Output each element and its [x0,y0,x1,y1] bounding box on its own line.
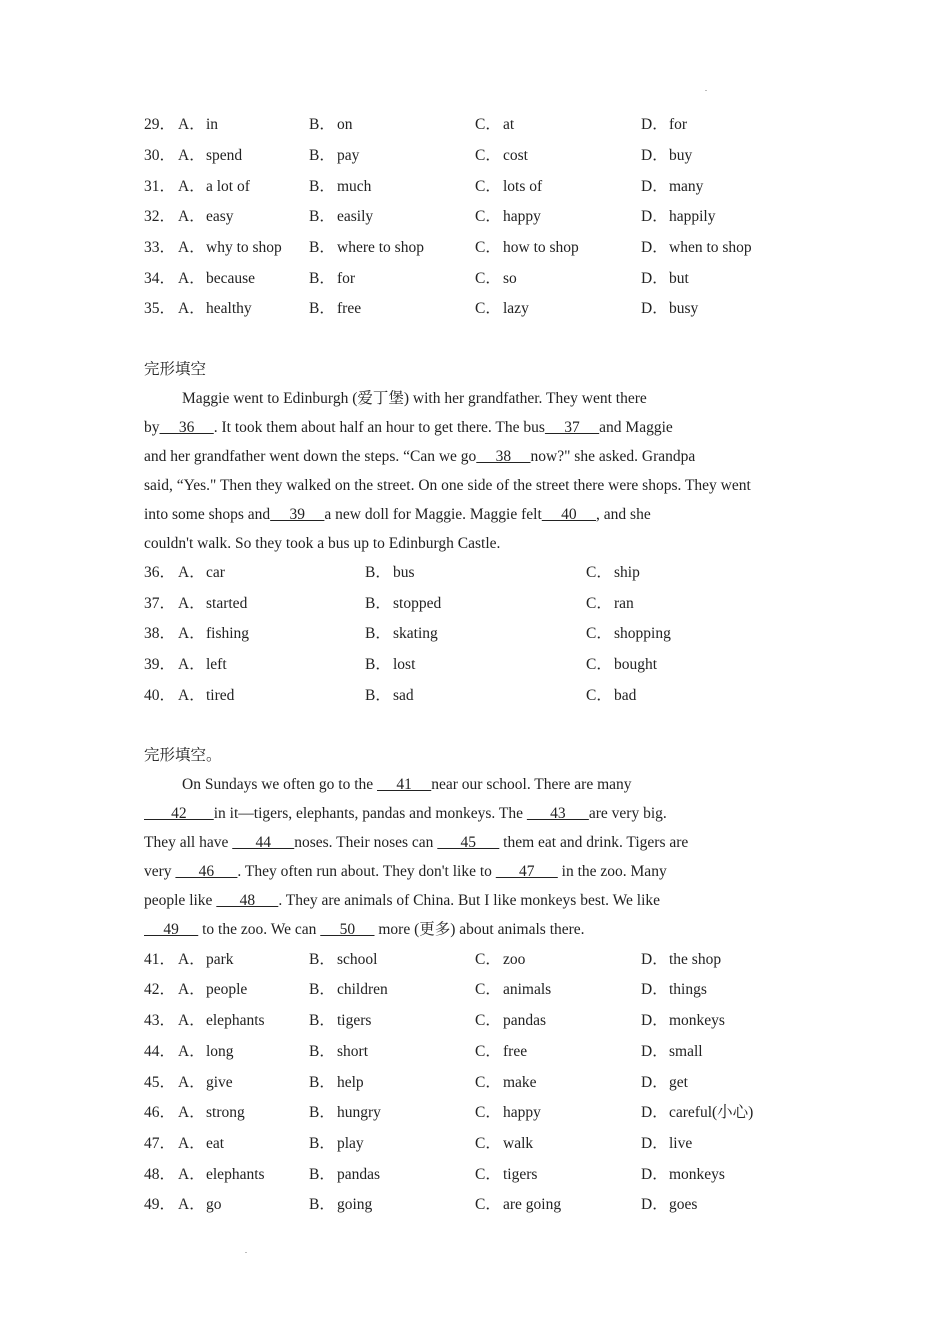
question-number: 47． [144,1135,176,1152]
blank-43: 43 [526,805,589,822]
option-b: B． lost [365,656,416,673]
option-a: A．fishing [178,625,250,642]
blank-42: 42 [144,805,214,822]
blank-47: 47 [495,863,558,880]
option-a: A．tired [178,687,235,704]
option-b: B． short [309,1043,368,1060]
option-c: C． make [475,1074,537,1091]
option-a: A．in [178,116,219,133]
question-number: 40． [144,687,176,704]
option-d: D．live [641,1135,693,1152]
option-d: D．goes [641,1196,698,1213]
option-c: C． free [475,1043,528,1060]
option-b: B． for [309,270,356,287]
option-a: A．a lot of [178,178,250,195]
question-number: 49． [144,1196,176,1213]
blank-37: 37 [544,419,600,436]
option-d: D．get [641,1074,688,1091]
option-b: B． children [309,981,388,998]
option-b: B． skating [365,625,438,642]
cloze-passage-2 [144,770,804,944]
question-number: 31． [144,178,176,195]
option-c: C． animals [475,981,552,998]
option-c: C． so [475,270,517,287]
passage-line: On Sundays we often go to the 41 near our school. There are many [182,776,632,793]
option-d: D．for [641,116,688,133]
option-c: C． lazy [475,300,529,317]
option-c: C． at [475,116,515,133]
passage-line: 49 to the zoo. We can 50 more (更多) about animals there. [144,921,585,938]
option-b: B． play [309,1135,364,1152]
passage-line: by 36 . It took them about half an hour to get there. The bus 37 and Maggie [144,419,673,436]
option-c: C． ship [586,564,640,581]
option-b: B． tigers [309,1012,372,1029]
option-b: B． pandas [309,1166,381,1183]
option-d: D．things [641,981,707,998]
question-number: 30． [144,147,176,164]
option-b: B． going [309,1196,373,1213]
option-d: D．but [641,270,689,287]
question-number: 41． [144,951,176,968]
question-number: 39． [144,656,176,673]
blank-50: 50 [320,921,375,938]
option-a: A．park [178,951,234,968]
question-number: 42． [144,981,176,998]
option-a: A．left [178,656,227,673]
option-b: B． help [309,1074,364,1091]
option-c: C． how to shop [475,239,579,256]
page-mark-top [705,90,707,91]
blank-40: 40 [541,506,597,523]
question-number: 48． [144,1166,176,1183]
option-d: D．monkeys [641,1166,725,1183]
question-number: 38． [144,625,176,642]
option-d: D．buy [641,147,693,164]
option-d: D．happily [641,208,716,225]
option-b: B． school [309,951,378,968]
section-heading: 完形填空。 [144,747,222,764]
question-number: 33． [144,239,176,256]
question-number: 34． [144,270,176,287]
option-a: A．healthy [178,300,252,317]
blank-44: 44 [232,834,295,851]
page-mark-bottom [245,1252,247,1253]
question-number: 32． [144,208,176,225]
passage-line: very 46 . They often run about. They don't like to 47 in the zoo. Many [144,863,667,880]
option-c: C． tigers [475,1166,538,1183]
option-a: A．go [178,1196,222,1213]
option-a: A．elephants [178,1012,265,1029]
option-d: D．many [641,178,704,195]
option-b: B． sad [365,687,414,704]
section-heading: 完形填空 [144,361,207,378]
passage-line: said, “Yes." Then they walked on the street. On one side of the street there were shops. They went [144,477,751,494]
blank-39: 39 [270,506,325,523]
blank-41: 41 [377,776,432,793]
option-b: B． easily [309,208,374,225]
option-d: D．careful(小心) [641,1104,754,1121]
question-number: 35． [144,300,176,317]
passage-line: and her grandfather went down the steps. “Can we go 38 now?" she asked. Grandpa [144,448,696,465]
option-c: C． pandas [475,1012,547,1029]
blank-49: 49 [144,921,199,938]
blank-48: 48 [216,892,279,909]
passage-line: 42 in it—tigers, elephants, pandas and monkeys. The 43 are very big. [144,805,667,822]
option-d: D．when to shop [641,239,752,256]
option-c: C． walk [475,1135,534,1152]
passage-line: couldn't walk. So they took a bus up to Edinburgh Castle. [144,535,501,552]
question-number: 46． [144,1104,176,1121]
passage-line: Maggie went to Edinburgh (爱丁堡) with her grandfather. They went there [182,390,647,407]
question-number: 45． [144,1074,176,1091]
option-a: A．why to shop [178,239,282,256]
option-a: A．spend [178,147,243,164]
option-a: A．people [178,981,248,998]
passage-line: into some shops and 39 a new doll for Maggie. Maggie felt 40 , and she [144,506,651,523]
blank-38: 38 [476,448,531,465]
option-d: D．the shop [641,951,722,968]
question-number: 37． [144,595,176,612]
question-number: 44． [144,1043,176,1060]
option-a: A．because [178,270,256,287]
option-b: B． much [309,178,372,195]
option-a: A．car [178,564,225,581]
option-a: A．give [178,1074,233,1091]
option-d: D．busy [641,300,699,317]
option-c: C． are going [475,1196,562,1213]
option-a: A．started [178,595,248,612]
cloze-passage-1 [144,384,804,558]
option-c: C． lots of [475,178,543,195]
option-b: B． bus [365,564,415,581]
question-number: 29． [144,116,176,133]
option-b: B． pay [309,147,360,164]
option-c: C． shopping [586,625,671,642]
option-a: A．elephants [178,1166,265,1183]
question-number: 43． [144,1012,176,1029]
option-b: B． free [309,300,362,317]
option-c: C． bought [586,656,658,673]
option-c: C． zoo [475,951,526,968]
option-c: C． cost [475,147,528,164]
question-number: 36． [144,564,176,581]
option-c: C． happy [475,208,541,225]
option-b: B． stopped [365,595,442,612]
option-a: A．strong [178,1104,245,1121]
passage-line: They all have 44 noses. Their noses can 45 them eat and drink. Tigers are [144,834,689,851]
option-a: A．easy [178,208,234,225]
option-c: C． bad [586,687,637,704]
option-d: D．monkeys [641,1012,725,1029]
passage-line: people like 48 . They are animals of China. But I like monkeys best. We like [144,892,661,909]
option-c: C． ran [586,595,634,612]
option-a: A．eat [178,1135,225,1152]
option-c: C． happy [475,1104,541,1121]
blank-45: 45 [437,834,500,851]
option-b: B． on [309,116,353,133]
blank-36: 36 [159,419,214,436]
option-b: B． hungry [309,1104,381,1121]
blank-46: 46 [175,863,238,880]
option-a: A．long [178,1043,234,1060]
option-b: B． where to shop [309,239,424,256]
option-d: D．small [641,1043,703,1060]
